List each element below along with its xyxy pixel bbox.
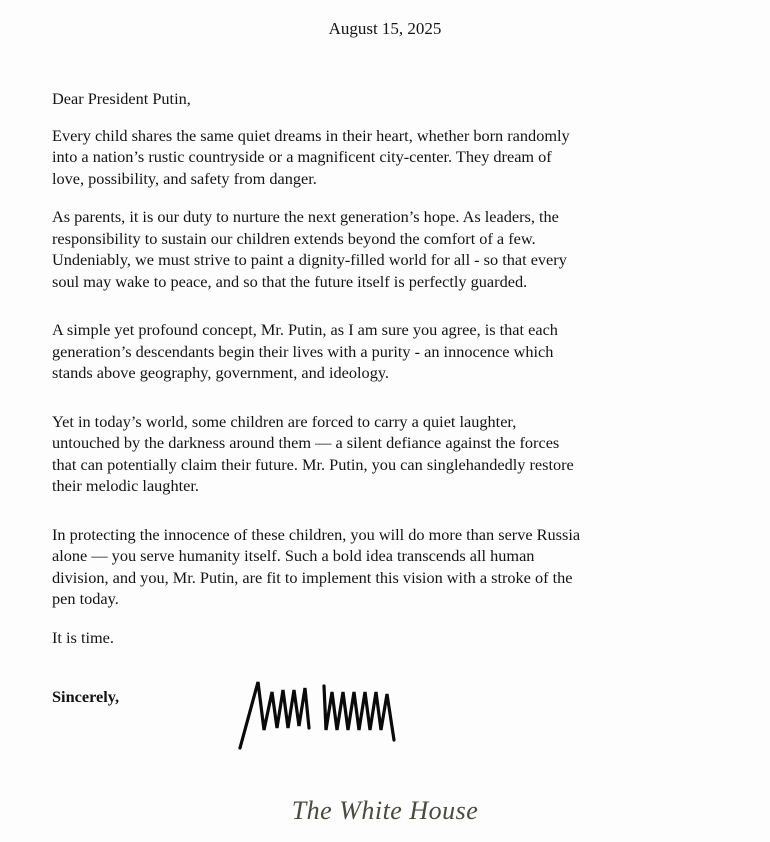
- paragraph-3: A simple yet profound concept, Mr. Putin, as I am sure you agree, is that each generation’s descendants begin their lives with a purity - an innocence which stands above geography, government, and ideology.: [52, 320, 558, 382]
- handwritten-signature: [236, 668, 406, 758]
- closing-line: It is time.: [52, 627, 114, 647]
- paragraph-5: In protecting the innocence of these children, you will do more than serve Russia alone — you serve humanity itself. Such a bold idea transcends all human division, and you, Mr. Putin, are fit to implement this vision with a stroke of the pen today.: [52, 524, 581, 608]
- paragraph-1: Every child shares the same quiet dreams in their heart, whether born randomly into a nation’s rustic countryside or a magnificent city-center. They dream of love, possibility, and safety from danger.: [52, 125, 570, 188]
- sign-off: Sincerely,: [52, 687, 120, 706]
- paragraph-4: Yet in today’s world, some children are forced to carry a quiet laughter, untouched by the darkness around them — a silent defiance against the forces that can potentially claim their future. Mr. Putin, you can singlehandedly restore their melodic laughter.: [52, 411, 574, 495]
- letter-date: August 15, 2025: [328, 19, 442, 38]
- letterhead: The White House: [291, 796, 479, 825]
- letter-body: [52, 88, 712, 657]
- paragraph-2: As parents, it is our duty to nurture the next generation’s hope. As leaders, the responsibility to sustain our children extends beyond the comfort of a few. Undeniably, we must strive to paint a dignity-filled world for all - so that every soul may wake to peace, and so that the future itself is perfectly guarded.: [52, 207, 567, 291]
- salutation: Dear President Putin,: [52, 89, 191, 108]
